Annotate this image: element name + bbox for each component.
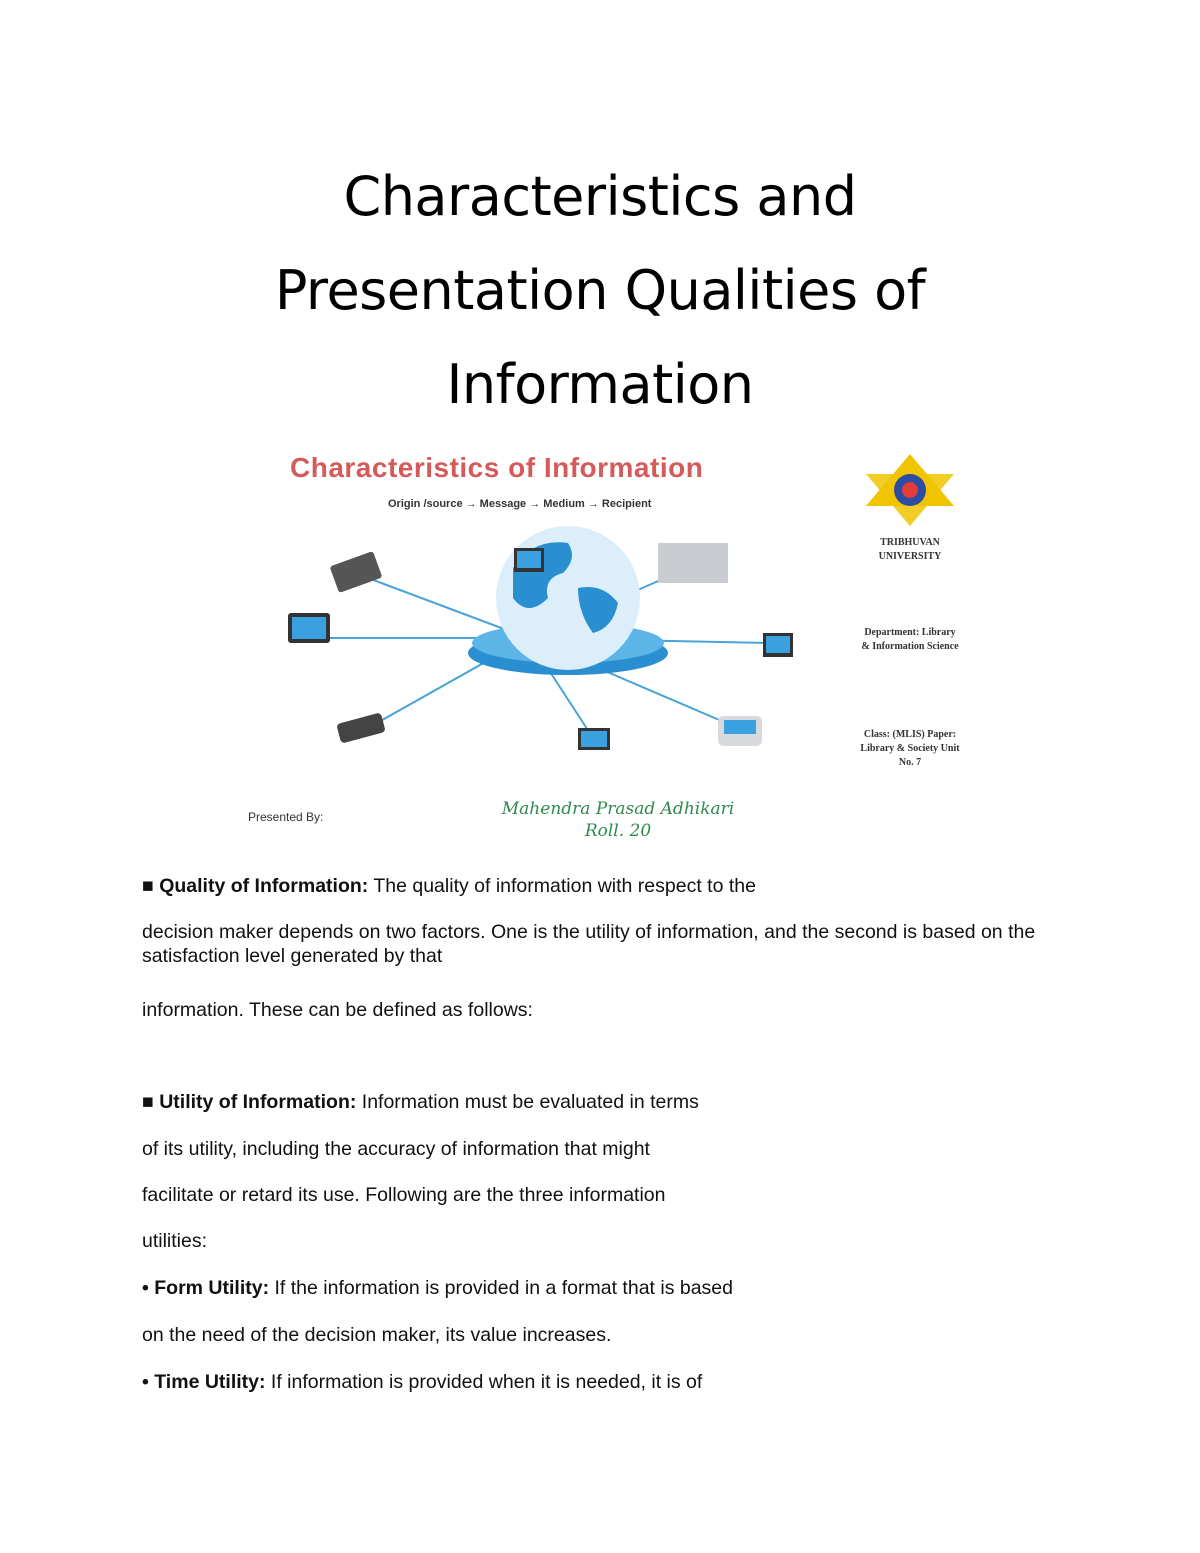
presenter-name: Mahendra Prasad Adhikari — [501, 799, 735, 819]
form-utility-line-1 — [142, 1276, 1042, 1300]
square-bullet: ■ — [142, 875, 154, 897]
utility-text-1: Information must be evaluated in terms — [356, 1091, 699, 1113]
time-utility-line-1 — [142, 1370, 1042, 1394]
document-title — [0, 150, 1200, 432]
class-info: Class: (MLIS) Paper: Library & Society Unit No. 7 — [860, 729, 960, 768]
utility-paragraph-line-3: facilitate or retard its use. Following are the three information — [142, 1184, 666, 1206]
form-utility-label: Form Utility: — [154, 1277, 270, 1299]
utility-label: Utility of Information: — [159, 1091, 357, 1113]
title-line-1: Characteristics and — [343, 165, 857, 228]
utility-paragraph-line-2: of its utility, including the accuracy of information that might — [142, 1138, 650, 1160]
utility-paragraph-line-1 — [142, 1090, 1042, 1114]
title-line-3: Information — [446, 353, 754, 416]
time-utility-text-1: If information is provided when it is needed, it is of — [265, 1371, 703, 1393]
round-bullet: • — [142, 1277, 149, 1299]
department-name: Department: Library & Information Science — [861, 627, 959, 652]
round-bullet: • — [142, 1371, 149, 1393]
square-bullet: ■ — [142, 1091, 154, 1113]
presenter-signature — [428, 798, 808, 842]
title-line-2: Presentation Qualities of — [274, 259, 926, 322]
quality-paragraph-line-2: decision maker depends on two factors. One is the utility of information, and the second is based on the satisfaction level generated by that — [142, 921, 1036, 967]
quality-paragraph-line-1 — [142, 874, 1042, 898]
figure-flow-text: Origin /source → Message → Medium → Recipient — [388, 498, 652, 510]
form-utility-line-2: on the need of the decision maker, its value increases. — [142, 1324, 612, 1346]
time-utility-label: Time Utility: — [154, 1371, 266, 1393]
figure-heading: Characteristics of Information — [290, 452, 704, 483]
university-name: TRIBHUVAN UNIVERSITY — [878, 537, 942, 562]
presented-by-label: Presented By: — [248, 810, 324, 824]
quality-label: Quality of Information: — [159, 875, 369, 897]
characteristics-illustration — [238, 438, 964, 854]
utility-paragraph-line-4: utilities: — [142, 1230, 208, 1252]
quality-text-1: The quality of information with respect to the — [368, 875, 756, 897]
quality-paragraph-line-3: information. These can be defined as follows: — [142, 999, 533, 1021]
presenter-roll: Roll. 20 — [584, 821, 652, 841]
form-utility-text-1: If the information is provided in a format that is based — [269, 1277, 733, 1299]
